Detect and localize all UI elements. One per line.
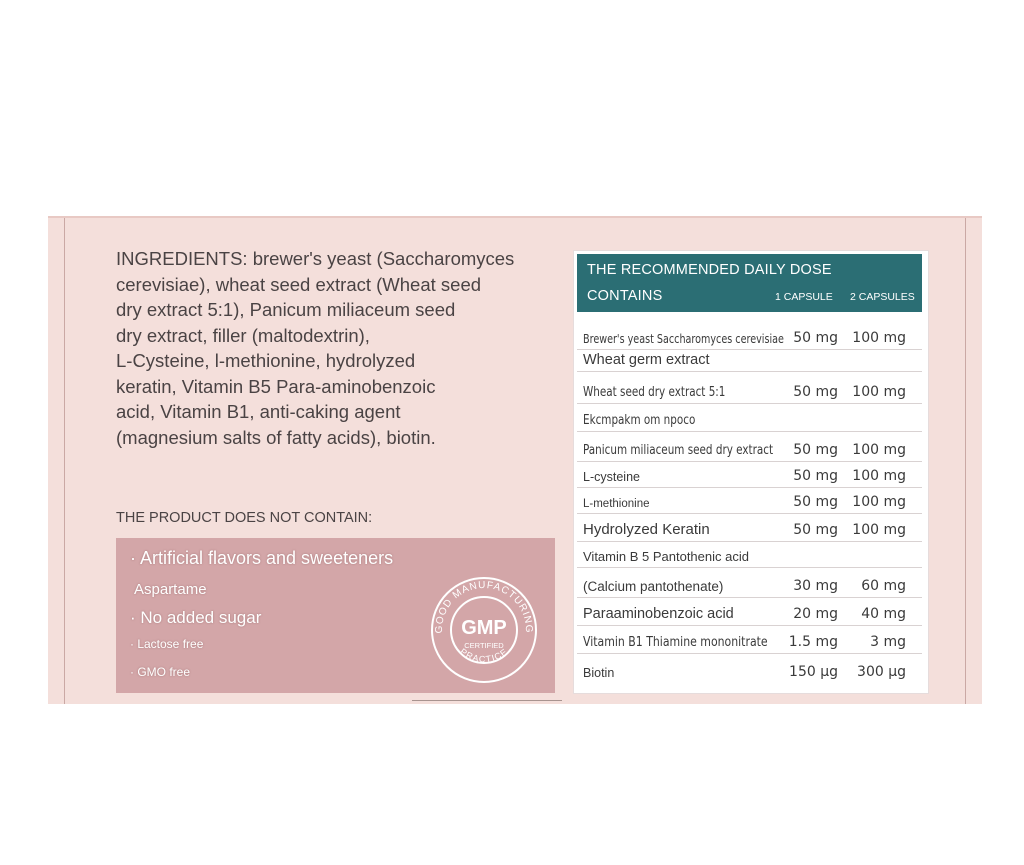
seal-top-text: GOOD MANUFACTURING xyxy=(433,579,535,634)
free-item-aspartame: Aspartame xyxy=(134,581,207,598)
row-value-1: 50 mg xyxy=(793,384,838,400)
table-row xyxy=(577,625,922,654)
not-contain-title: THE PRODUCT DOES NOT CONTAIN: xyxy=(116,510,373,526)
dose-header-title: THE RECOMMENDED DAILY DOSE xyxy=(587,262,832,278)
ingredients-line: INGREDIENTS: brewer's yeast (Saccharomyces xyxy=(116,248,515,269)
free-item-lactose: · Lactose free xyxy=(130,637,204,651)
free-item-sugar: · No added sugar xyxy=(130,608,262,627)
table-row xyxy=(577,653,922,683)
dose-table xyxy=(573,250,929,694)
row-value-2: 100 mg xyxy=(852,522,906,538)
row-value-1: 50 mg xyxy=(793,330,838,346)
ingredients-line: acid, Vitamin B1, anti-caking agent xyxy=(116,401,401,422)
row-name: Vitamin B1 Thiamine mononitrate xyxy=(583,635,768,650)
row-value-1: 50 mg xyxy=(793,442,838,458)
row-name: Vitamin B 5 Pantothenic acid xyxy=(583,549,749,564)
divider xyxy=(412,700,562,701)
table-row xyxy=(577,513,922,542)
row-name: Wheat germ extract xyxy=(583,352,710,368)
row-value-2: 40 mg xyxy=(861,606,906,622)
row-value-1: 50 mg xyxy=(793,494,838,510)
row-name: Panicum miliaceum seed dry extract xyxy=(583,443,774,458)
table-row xyxy=(577,403,922,432)
ingredients-text xyxy=(116,246,516,450)
seal-sub-text: CERTIFIED xyxy=(464,641,504,650)
seal-bottom-text: PRACTICE xyxy=(458,646,510,665)
table-row xyxy=(577,461,922,488)
table-row xyxy=(577,541,922,568)
row-value-1: 150 µg xyxy=(789,664,838,680)
row-value-2: 3 mg xyxy=(870,634,906,650)
row-value-1: 1.5 mg xyxy=(788,634,838,650)
row-value-2: 100 mg xyxy=(852,330,906,346)
row-value-1: 20 mg xyxy=(793,606,838,622)
row-value-2: 100 mg xyxy=(852,384,906,400)
table-row xyxy=(577,349,922,372)
row-value-2: 300 µg xyxy=(857,664,906,680)
ingredients-line: dry extract 5:1), Panicum miliaceum seed xyxy=(116,299,456,320)
ingredients-line: dry extract, filler (maltodextrin), xyxy=(116,324,370,346)
row-name: (Calcium pantothenate) xyxy=(583,579,724,594)
row-value-2: 60 mg xyxy=(861,578,906,594)
free-item-artificial: · Artificial flavors and sweeteners xyxy=(130,548,394,568)
column-header-1-capsule: 1 CAPSULE xyxy=(775,291,833,303)
ingredients-line: (magnesium salts of fatty acids), biotin. xyxy=(116,426,436,448)
ingredients-line: keratin, Vitamin B5 Para-aminobenzoic xyxy=(116,375,436,397)
table-row xyxy=(577,431,922,462)
free-item-gmo: · GMO free xyxy=(130,665,191,679)
row-value-2: 100 mg xyxy=(852,468,906,484)
ingredients-line: L-Cysteine, l-methionine, hydrolyzed xyxy=(116,350,416,371)
row-name: Hydrolyzed Keratin xyxy=(583,521,710,538)
table-row xyxy=(577,321,922,350)
column-header-2-capsules: 2 CAPSULES xyxy=(850,291,915,303)
table-row xyxy=(577,567,922,598)
row-name: Biotin xyxy=(583,666,615,680)
row-value-2: 100 mg xyxy=(852,442,906,458)
row-value-2: 100 mg xyxy=(852,494,906,510)
seal-main-text: GMP xyxy=(461,617,507,639)
ingredients-line: cerevisiae), wheat seed extract (Wheat seed xyxy=(116,273,482,295)
row-value-1: 30 mg xyxy=(793,578,838,594)
dose-header-subtitle: CONTAINS xyxy=(587,288,663,304)
table-row xyxy=(577,371,922,404)
row-value-1: 50 mg xyxy=(793,522,838,538)
row-name: Paraaminobenzoic acid xyxy=(583,606,734,622)
gmp-seal-icon xyxy=(428,574,540,686)
row-name: Wheat seed dry extract 5:1 xyxy=(583,385,726,400)
table-row xyxy=(577,597,922,626)
row-name: Brewer's yeast Saccharomyces cerevisiae xyxy=(583,332,784,346)
row-name: L-methionine xyxy=(583,498,650,510)
table-row xyxy=(577,487,922,514)
row-name: Ekcmpakm om npoco xyxy=(583,413,696,428)
dose-table-header xyxy=(577,254,922,312)
row-name: L-cysteine xyxy=(583,470,640,484)
row-value-1: 50 mg xyxy=(793,468,838,484)
